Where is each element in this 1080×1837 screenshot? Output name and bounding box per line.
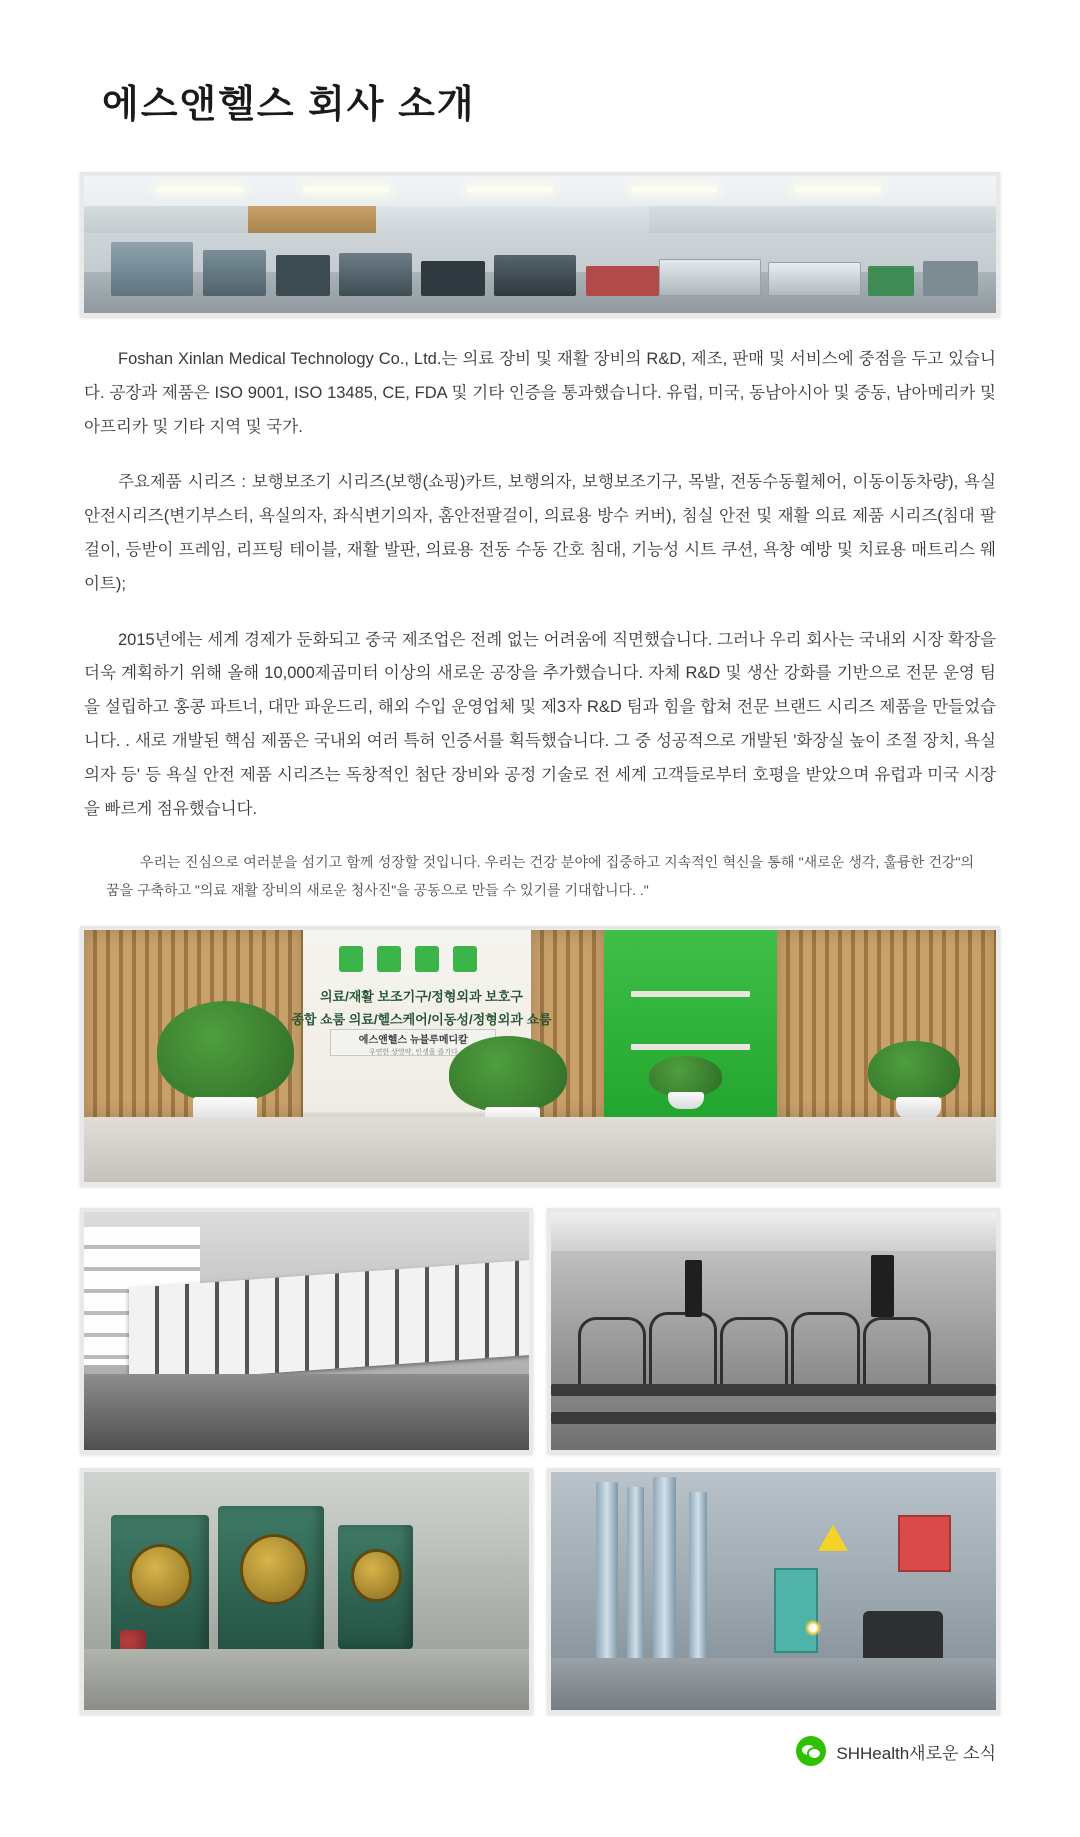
mobility-icon [415,946,439,972]
production-line-image [547,1208,1000,1454]
wechat-icon [796,1736,826,1766]
page-title: 에스앤헬스 회사 소개 [102,84,476,127]
hero-showroom-image [80,172,1000,317]
signage-line-1: 의료/재활 보조기구/정형외과 보호구 [320,988,523,1004]
rehab-icon [453,946,477,972]
brand-plate-subtitle: 우연한 상영약, 인생을 즐기다 [368,1048,458,1056]
footer-label: SHHealth새로운 소식 [836,1743,996,1763]
paragraph-intro: Foshan Xinlan Medical Technology Co., Ltd.는 의료 장비 및 재활 장비의 R&D, 제조, 판매 및 서비스에 중점을 두고 있습니다. 공장과 제품은 ISO 9001, ISO 13485, CE, FDA 및 기타 인증을 통과했습니다. 유럽, 미국, 동남아시아 및 중동, 남아메리카 및 아프리카 및 기타 지역 및 국가. [84,349,996,436]
signage-pictograms [339,946,477,972]
welding-shop-image [547,1468,1000,1714]
document-page [0,25,1080,1837]
walking-aid-icon [339,946,363,972]
certificate-wall-image [80,1208,533,1454]
paragraph-products: 주요제품 시리즈 : 보행보조기 시리즈(보행(쇼핑)카트, 보행의자, 보행보조기구, 목발, 전동수동휠체어, 이동이동차량), 욕실안전시리즈(변기부스터, 욕실의자, 좌식변기의자, 홈안전팔걸이, 의료용 방수 커버), 침실 안전 및 재활 의료 제품 시리즈(침대 팔걸이, 등받이 프레임, 리프팅 테이블, 재활 발판, 의료용 전동 수동 간호 침대, 기능성 시트 쿠션, 욕창 예방 및 치료용 매트리스 웨이트); [84,473,996,593]
facility-photo-grid [80,1208,1000,1714]
footer-wechat[interactable] [80,1736,1000,1766]
showroom-image [80,926,1000,1186]
paragraph-closing: 우리는 진심으로 여러분을 섬기고 함께 성장할 것입니다. 우리는 건강 분야에 집중하고 지속적인 혁신을 통해 "새로운 생각, 훌륭한 건강"의 꿈을 구축하고 "의료 재활 장비의 새로운 청사진"을 공동으로 만들 수 있기를 기대합니다. ." [106,854,974,899]
press-machine-image [80,1468,533,1714]
brand-plate-title: 에스앤헬스 뉴블루메디칼 [358,1034,468,1046]
wheelchair-icon [377,946,401,972]
paragraph-history: 2015년에는 세계 경제가 둔화되고 중국 제조업은 전례 없는 어려움에 직면했습니다. 그러나 우리 회사는 국내외 시장 확장을 더욱 계획하기 위해 올해 10,000제곱미터 이상의 새로운 공장을 추가했습니다. 자체 R&D 및 생산 강화를 기반으로 전문 운영 팀을 설립하고 홍콩 파트너, 대만 파운드리, 해외 수입 운영업체 및 제3자 R&D 팀과 힘을 합쳐 전문 브랜드 시리즈 제품을 만들었습니다. . 새로 개발된 핵심 제품은 국내외 여러 특허 인증서를 획득했습니다. 그 중 성공적으로 개발된 '화장실 높이 조절 장치, 욕실 의자 등' 등 욕실 안전 제품 시리즈는 독창적인 첨단 장비와 공정 기술로 전 세계 고객들로부터 호평을 받았으며 유럽과 미국 시장을 빠르게 점유했습니다. [84,630,996,818]
signage-line-2: 종합 쇼룸 의료/헬스케어/이동성/정형외과 쇼룸 [291,1011,552,1027]
